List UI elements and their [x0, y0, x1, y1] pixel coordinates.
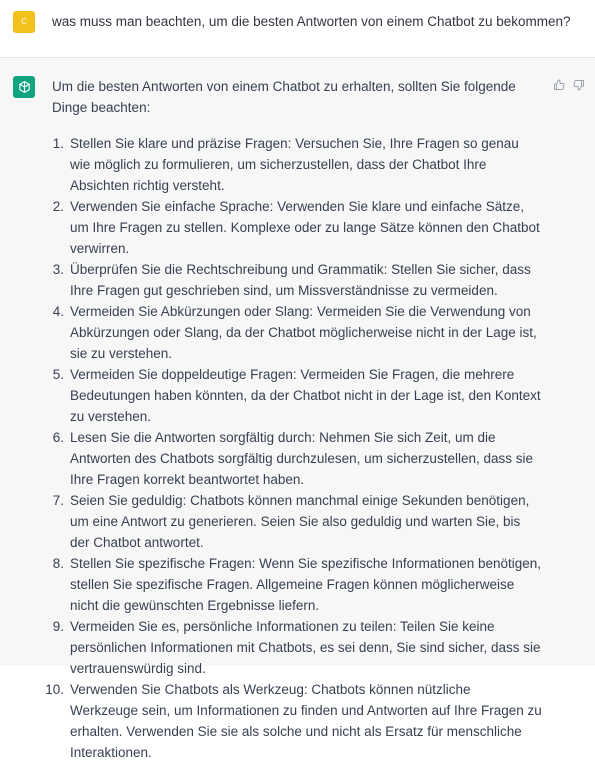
thumbs-up-icon[interactable] — [553, 78, 565, 90]
list-item-text: Stellen Sie spezifische Fragen: Wenn Sie spezifische Informationen benötigen, stellen Sie spezifische Fragen. Allgemeine Fragen können möglicherweise nicht die gewünschten Ergebnisse liefern. — [70, 556, 542, 613]
list-item-text: Verwenden Sie einfache Sprache: Verwenden Sie klare und einfache Sätze, um Ihre Fragen zu stellen. Komplexe oder zu lange Sätze können den Chatbot verwirren. — [70, 199, 540, 256]
list-item-number: 6. — [52, 430, 64, 445]
list-item-number: 5. — [52, 367, 64, 382]
feedback-buttons — [553, 78, 585, 90]
list-item-text: Verwenden Sie Chatbots als Werkzeug: Chatbots können nützliche Werkzeuge sein, um Informationen zu finden und Antworten auf Ihre Fragen zu erhalten. Verwenden Sie sie als solche und nicht als Ersatz für menschliche Interaktionen. — [70, 682, 542, 760]
assistant-message-content — [45, 76, 542, 763]
list-item-text: Vermeiden Sie es, persönliche Informationen zu teilen: Teilen Sie keine persönlichen Informationen mit Chatbots, es sei denn, Sie sind sicher, dass sie vertrauenswürdig sind. — [70, 619, 541, 676]
openai-logo-icon — [17, 80, 32, 95]
list-item-number: 1. — [52, 136, 64, 151]
user-message-row — [0, 0, 595, 58]
list-item-number: 2. — [52, 199, 64, 214]
list-item — [52, 196, 542, 259]
list-item — [52, 427, 542, 490]
list-item-text: Seien Sie geduldig: Chatbots können manchmal einige Sekunden benötigen, um eine Antwort zu generieren. Seien Sie also geduldig und warten Sie, bis der Chatbot antwortet. — [70, 493, 530, 550]
user-message-text: was muss man beachten, um die besten Antworten von einem Chatbot zu bekommen? — [52, 14, 571, 29]
list-item-number: 7. — [52, 493, 64, 508]
list-item — [52, 553, 542, 616]
list-item-text: Vermeiden Sie doppeldeutige Fragen: Vermeiden Sie Fragen, die mehrere Bedeutungen haben könnten, da der Chatbot nicht in der Lage ist, den Kontext zu verstehen. — [70, 367, 541, 424]
list-item-number: 4. — [52, 304, 64, 319]
assistant-list — [45, 133, 542, 763]
assistant-message-row — [0, 58, 595, 760]
list-item — [52, 490, 542, 553]
list-item-text: Vermeiden Sie Abkürzungen oder Slang: Vermeiden Sie die Verwendung von Abkürzungen oder Slang, da der Chatbot möglicherweise nicht in der Lage ist, sie zu verstehen. — [70, 304, 537, 361]
list-item-text: Überprüfen Sie die Rechtschreibung und Grammatik: Stellen Sie sicher, dass Ihre Fragen gut geschrieben sind, um Missverständnisse zu vermeiden. — [70, 262, 531, 298]
list-item — [45, 679, 542, 763]
list-item — [52, 133, 542, 196]
list-item — [52, 364, 542, 427]
list-item — [52, 616, 542, 679]
assistant-avatar — [13, 76, 35, 98]
thumbs-down-icon[interactable] — [573, 78, 585, 90]
list-item-number: 10. — [45, 682, 64, 697]
assistant-intro: Um die besten Antworten von einem Chatbot zu erhalten, sollten Sie folgende Dinge beachten: — [52, 79, 516, 115]
list-item-number: 9. — [52, 619, 64, 634]
user-avatar: C — [13, 11, 35, 33]
list-item-number: 3. — [52, 262, 64, 277]
list-item-text: Stellen Sie klare und präzise Fragen: Versuchen Sie, Ihre Fragen so genau wie möglich zu formulieren, um sicherzustellen, dass der Chatbot Ihre Absichten richtig versteht. — [70, 136, 519, 193]
list-item-number: 8. — [52, 556, 64, 571]
list-item-text: Lesen Sie die Antworten sorgfältig durch: Nehmen Sie sich Zeit, um die Antworten des Chatbots sorgfältig durchzulesen, um sicherzustellen, dass sie Ihre Fragen korrekt beantwortet haben. — [70, 430, 533, 487]
list-item — [52, 259, 542, 301]
list-item — [52, 301, 542, 364]
